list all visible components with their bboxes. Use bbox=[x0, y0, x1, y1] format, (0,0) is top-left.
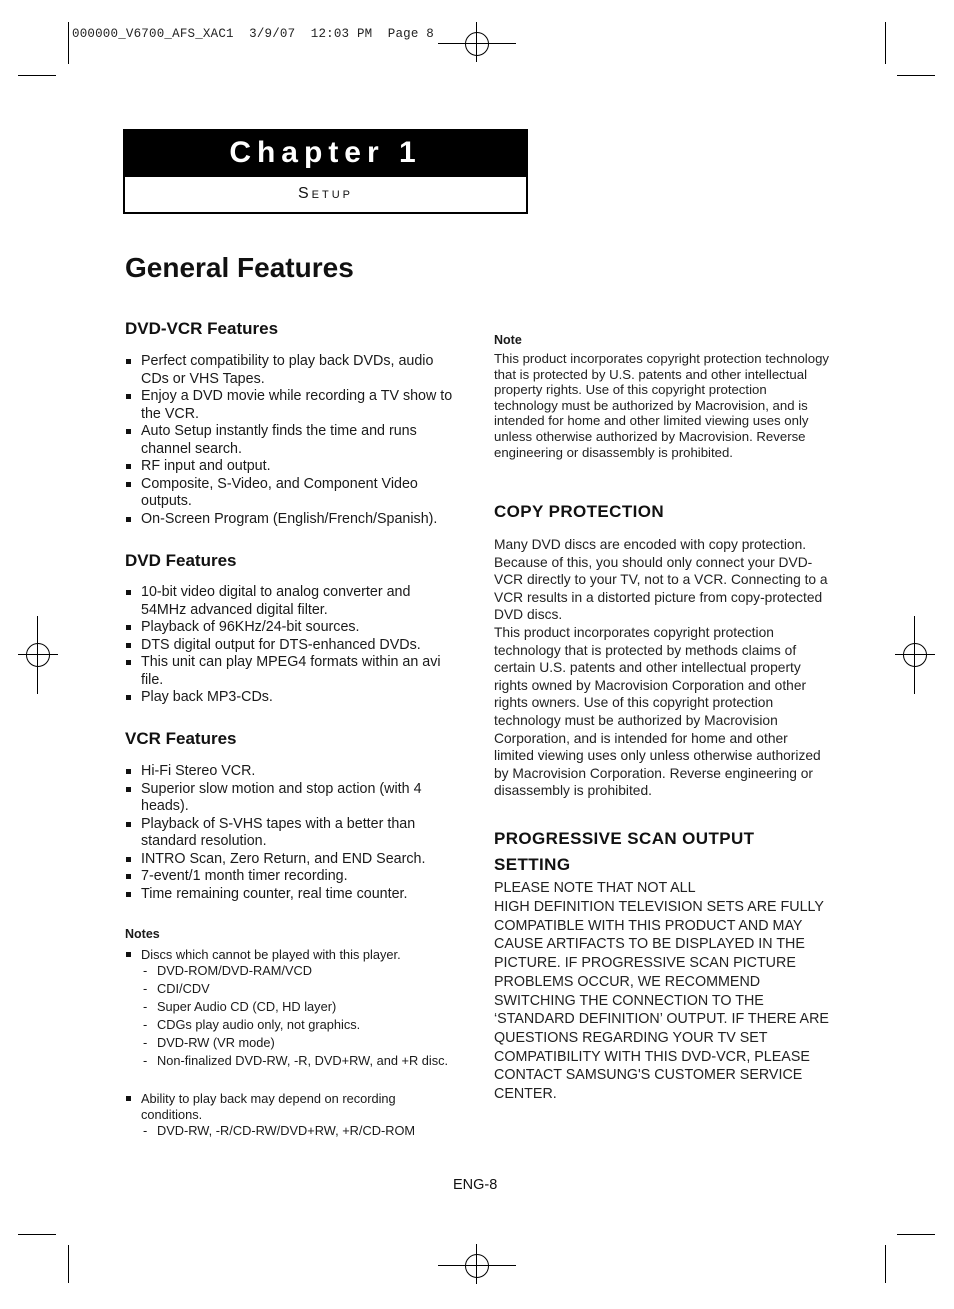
list-item bbox=[125, 1091, 455, 1139]
chapter-subtitle: Setup bbox=[297, 185, 353, 202]
section-heading-dvd-vcr: DVD-VCR Features bbox=[125, 319, 279, 338]
crop-mark bbox=[885, 22, 886, 64]
copy-protection-paragraph-2: This product incorporates copyright protection technology that is protected by methods claims of certain U.S. patents and other intellectual property rights owned by Macrovision Corporation and other rights owners. Use of this copyright protection technology must be authorized by Macrovision Corporation, and is intended for home and other limited viewing uses only unless otherwise authorized by Macrovision Corporation. Reverse engineering or disassembly is prohibited. bbox=[494, 625, 821, 799]
list-item: - DVD-RW (VR mode) bbox=[141, 1035, 455, 1051]
list-item: - CDI/CDV bbox=[141, 981, 455, 997]
crop-mark bbox=[68, 22, 69, 64]
list-item: Composite, S-Video, and Component Video outputs. bbox=[125, 476, 455, 511]
crop-mark bbox=[885, 1245, 886, 1283]
crop-mark bbox=[897, 1234, 935, 1235]
list-item: - Non-finalized DVD-RW, -R, DVD+RW, and +R disc. bbox=[141, 1053, 455, 1069]
list-item: INTRO Scan, Zero Return, and END Search. bbox=[125, 851, 455, 869]
section-heading-copy-protection: COPY PROTECTION bbox=[494, 502, 665, 521]
list-item: Auto Setup instantly finds the time and runs channel search. bbox=[125, 423, 455, 458]
list-item: On-Screen Program (English/French/Spanish). bbox=[125, 511, 455, 529]
list-item: - DVD-ROM/DVD-RAM/VCD bbox=[141, 963, 455, 979]
note-text: Ability to play back may depend on recording conditions. bbox=[141, 1091, 396, 1122]
copy-protection-paragraph-1: Many DVD discs are encoded with copy protection. Because of this, you should only connect your DVD-VCR directly to your TV, not to a VCR. Connecting to a VCR results in a distorted picture from copy-protected DVD discs. bbox=[494, 537, 828, 623]
dvd-feature-list bbox=[125, 584, 455, 707]
list-item: - CDGs play audio only, not graphics. bbox=[141, 1017, 455, 1033]
section-heading-dvd: DVD Features bbox=[125, 551, 237, 570]
crop-mark bbox=[68, 1245, 69, 1283]
recording-conditions-list bbox=[141, 1123, 455, 1139]
list-item: Perfect compatibility to play back DVDs, audio CDs or VHS Tapes. bbox=[125, 353, 455, 388]
list-item: Play back MP3-CDs. bbox=[125, 689, 455, 707]
list-item: RF input and output. bbox=[125, 458, 455, 476]
list-item: - Super Audio CD (CD, HD layer) bbox=[141, 999, 455, 1015]
list-item: Superior slow motion and stop action (with 4 heads). bbox=[125, 781, 455, 816]
list-item bbox=[125, 947, 455, 1069]
list-item: This unit can play MPEG4 formats within an avi file. bbox=[125, 654, 455, 689]
chapter-title: Chapter 1 bbox=[125, 131, 526, 177]
note-title: Note bbox=[494, 333, 522, 347]
print-slug: 000000_V6700_AFS_XAC1 3/9/07 12:03 PM Page 8 bbox=[72, 27, 434, 41]
dvd-vcr-feature-list bbox=[125, 353, 455, 528]
crop-mark bbox=[897, 75, 935, 76]
progressive-scan-line-1: PLEASE NOTE THAT NOT ALL bbox=[494, 880, 696, 896]
notes-list bbox=[125, 947, 455, 1139]
list-item: Playback of 96KHz/24-bit sources. bbox=[125, 619, 455, 637]
list-item: - DVD-RW, -R/CD-RW/DVD+RW, +R/CD-ROM bbox=[141, 1123, 455, 1139]
page-title: General Features bbox=[125, 252, 354, 283]
unsupported-disc-list bbox=[141, 963, 455, 1069]
note-text: Discs which cannot be played with this player. bbox=[141, 947, 401, 962]
list-item: 7-event/1 month timer recording. bbox=[125, 868, 455, 886]
section-heading-progressive-scan bbox=[494, 826, 754, 878]
list-item: Enjoy a DVD movie while recording a TV show to the VCR. bbox=[125, 388, 455, 423]
crop-mark bbox=[18, 1234, 56, 1235]
heading-line: SETTING bbox=[494, 855, 571, 874]
heading-line: PROGRESSIVE SCAN OUTPUT bbox=[494, 829, 755, 848]
page-number: ENG-8 bbox=[453, 1177, 498, 1193]
list-item: 10-bit video digital to analog converter and 54MHz advanced digital filter. bbox=[125, 584, 455, 619]
list-item: Hi-Fi Stereo VCR. bbox=[125, 763, 455, 781]
list-item: Playback of S-VHS tapes with a better than standard resolution. bbox=[125, 816, 455, 851]
list-item: DTS digital output for DTS-enhanced DVDs. bbox=[125, 637, 455, 655]
crop-mark bbox=[18, 75, 56, 76]
section-heading-vcr: VCR Features bbox=[125, 729, 237, 748]
list-item: Time remaining counter, real time counter. bbox=[125, 886, 455, 904]
chapter-header bbox=[123, 129, 528, 214]
note-text: This product incorporates copyright protection technology that is protected by U.S. patents and other intellectual property rights. Use of this copyright protection technology must be authorized by Macrovision, and is intended for home and other limited viewing uses only unless otherwise authorized by Macrovision. Reverse engineering or disassembly is prohibited. bbox=[494, 351, 829, 460]
progressive-scan-warning: HIGH DEFINITION TELEVISION SETS ARE FULLY COMPATIBLE WITH THIS PRODUCT AND MAY CAUSE ARTIFACTS TO BE DISPLAYED IN THE PICTURE. IF PROGRESSIVE SCAN PICTURE PROBLEMS OCCUR, WE RECOMMEND SWITCHING THE CONNECTION TO THE ‘STANDARD DEFINITION’ OUTPUT. IF THERE ARE QUESTIONS REGARDING YOUR TV SET COMPATIBILITY WITH THIS DVD-VCR, PLEASE CONTACT SAMSUNG'S CUSTOMER SERVICE CENTER. bbox=[494, 899, 829, 1103]
vcr-feature-list bbox=[125, 763, 455, 903]
notes-title: Notes bbox=[125, 927, 160, 941]
